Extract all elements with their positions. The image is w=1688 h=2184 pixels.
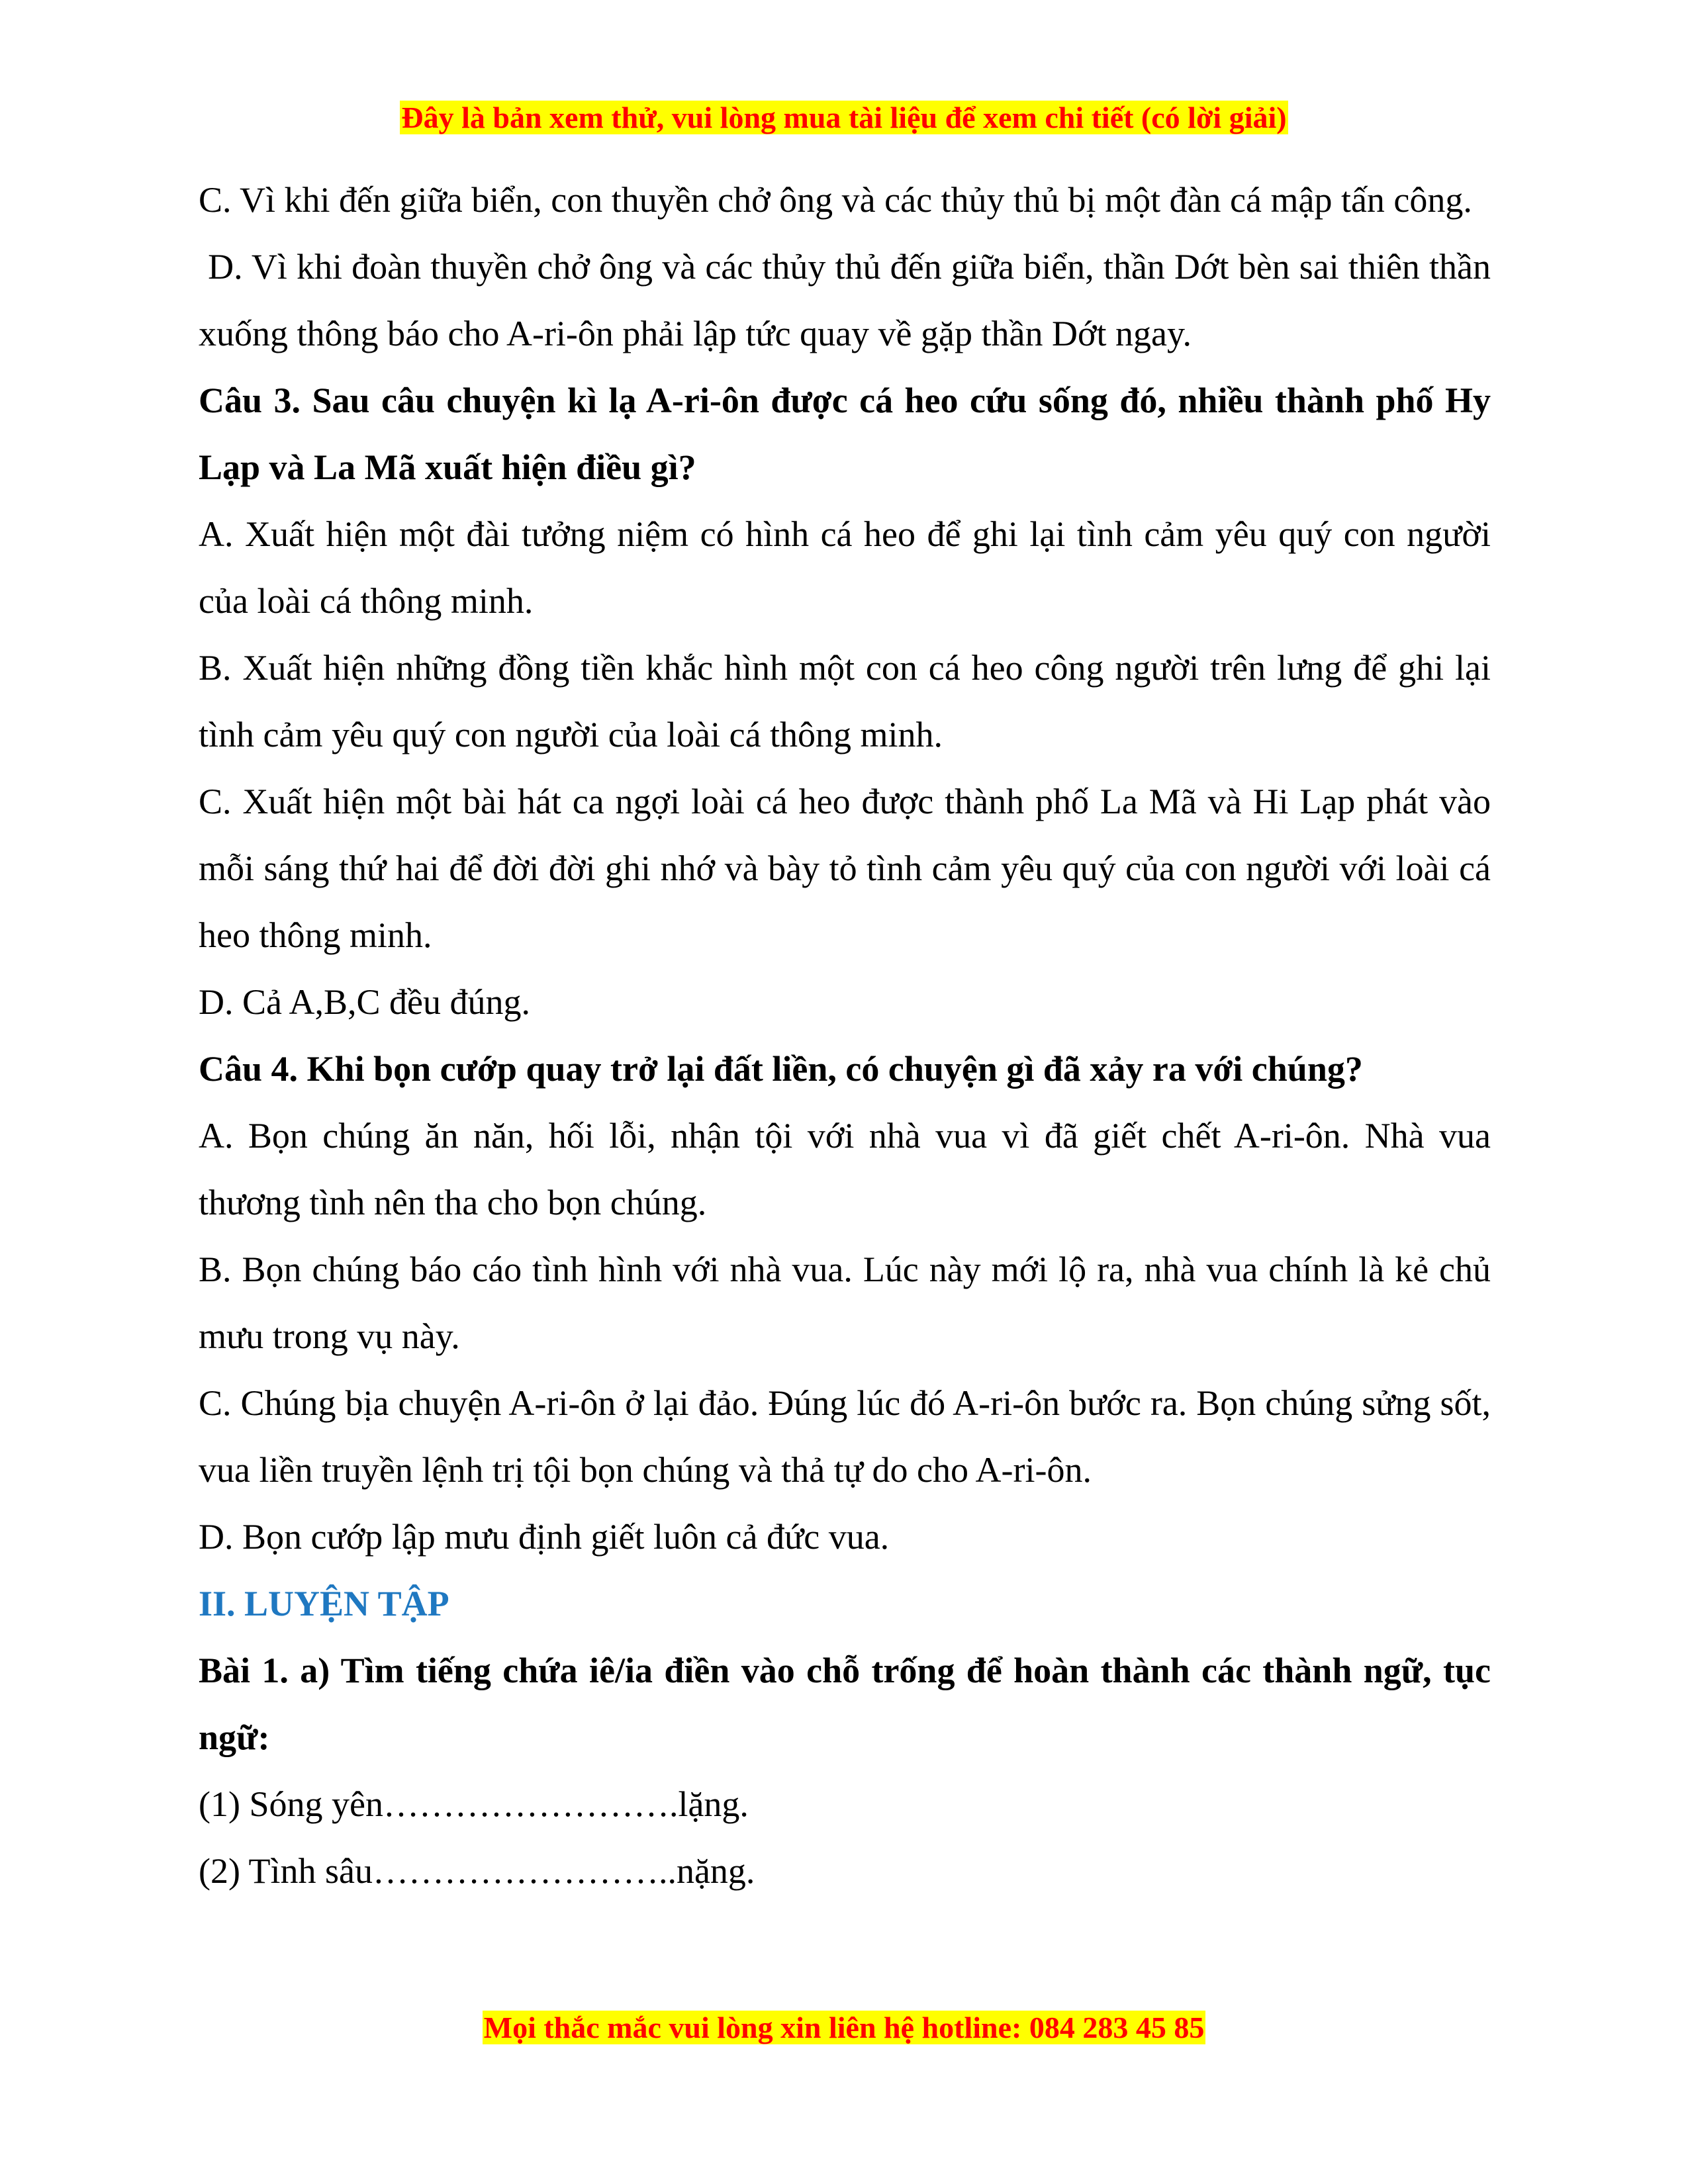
q4-option-c: C. Chúng bịa chuyện A-ri-ôn ở lại đảo. Đúng lúc đó A-ri-ôn bước ra. Bọn chúng sửng sốt, vua liền truyền lệnh trị tội bọn chúng và thả tự do cho A-ri-ôn.: [199, 1383, 1491, 1490]
section-heading: II. LUYỆN TẬP: [199, 1584, 449, 1623]
q3-question: Câu 3. Sau câu chuyện kì lạ A-ri-ôn được cá heo cứu sống đó, nhiều thành phố Hy Lạp và La Mã xuất hiện điều gì?: [199, 381, 1491, 487]
hotline-notice-banner: [0, 2009, 1688, 2046]
exercise-1-item-2: (2) Tình sâu……………………..nặng.: [199, 1851, 755, 1891]
exercise-1-title: Bài 1. a) Tìm tiếng chứa iê/ia điền vào chỗ trống để hoàn thành các thành ngữ, tục ngữ:: [199, 1651, 1491, 1757]
q4-option-a: A. Bọn chúng ăn năn, hối lỗi, nhận tội với nhà vua vì đã giết chết A-ri-ôn. Nhà vua thương tình nên tha cho bọn chúng.: [199, 1116, 1491, 1222]
hotline-notice-text: Mọi thắc mắc vui lòng xin liên hệ hotline: 084 283 45 85: [483, 2011, 1205, 2044]
q2-option-d: D. Vì khi đoàn thuyền chở ông và các thủy thủ đến giữa biển, thần Dớt bèn sai thiên thần xuống thông báo cho A-ri-ôn phải lập tức quay về gặp thần Dớt ngay.: [199, 247, 1500, 353]
document-body: [199, 167, 1500, 1905]
q3-option-b: B. Xuất hiện những đồng tiền khắc hình một con cá heo công người trên lưng để ghi lại tình cảm yêu quý con người của loài cá thông minh.: [199, 648, 1491, 754]
q3-option-c: C. Xuất hiện một bài hát ca ngợi loài cá heo được thành phố La Mã và Hi Lạp phát vào mỗi sáng thứ hai để đời đời ghi nhớ và bày tỏ tình cảm yêu quý của con người với loài cá heo thông minh.: [199, 782, 1491, 955]
q2-option-c: C. Vì khi đến giữa biển, con thuyền chở ông và các thủy thủ bị một đàn cá mập tấn công.: [199, 180, 1472, 220]
preview-notice-text: Đây là bản xem thử, vui lòng mua tài liệu để xem chi tiết (có lời giải): [401, 101, 1287, 134]
exercise-1-item-1: (1) Sóng yên…………………….lặng.: [199, 1784, 749, 1824]
q4-question: Câu 4. Khi bọn cướp quay trở lại đất liền, có chuyện gì đã xảy ra với chúng?: [199, 1049, 1363, 1089]
q3-option-d: D. Cả A,B,C đều đúng.: [199, 982, 531, 1022]
q3-option-a: A. Xuất hiện một đài tưởng niệm có hình cá heo để ghi lại tình cảm yêu quý con người của loài cá thông minh.: [199, 514, 1491, 621]
preview-notice-banner: [0, 99, 1688, 136]
q4-option-d: D. Bọn cướp lập mưu định giết luôn cả đức vua.: [199, 1517, 890, 1557]
q4-option-b: B. Bọn chúng báo cáo tình hình với nhà vua. Lúc này mới lộ ra, nhà vua chính là kẻ chủ mưu trong vụ này.: [199, 1250, 1491, 1356]
